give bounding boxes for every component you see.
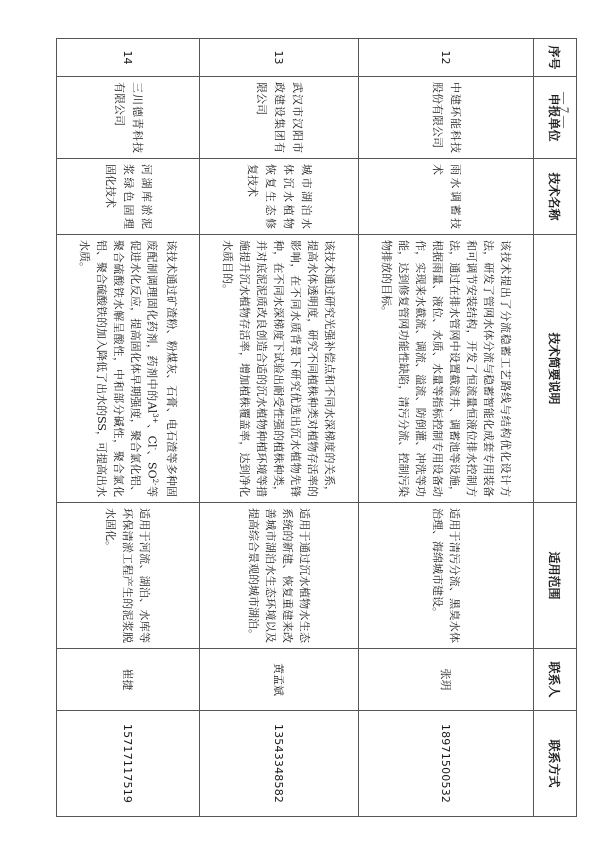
cell-description <box>57 235 200 503</box>
cell-phone: 13543348582 <box>200 711 359 817</box>
cell-description: 该技术通过研究光强补偿点和不同水深梯度的关系，提高水体透明度，研究不同植株种类对植物存活率的影响，在不同水质背景下研究优选出沉水植物先锋种，在不同水深梯度下试验出耐受性强的植株种类，并对底泥泥质改良创造合适的沉水植物种植环境等措施提升沉水植物存活率，增加植株覆盖率，达到净化水质目的。 <box>200 235 359 503</box>
cell-description: 该技术提出了分流稳蓄工艺路线与结构优化设计方法，研发了管网水体分流与稳蓄智能化成套专用装备和可调节安装结构，开发了恒流量恒液位排水控制方法，通过在排水管网中设置截流井、调蓄池等设施，根据雨量、液位、水质、水量等指标控制专用设备动作，实现来水截流、调流、溢流、防倒灌、冲洗等功能，达到修复管网功能性缺陷，清污分流、控制污染物排放的目标。 <box>359 235 534 503</box>
header-phone: 联系方式 <box>534 711 577 817</box>
cell-seq: 13 <box>200 39 359 77</box>
cell-contact: 张玥 <box>359 649 534 711</box>
table-row <box>359 39 534 817</box>
technology-table <box>56 38 577 817</box>
cell-tech-name: 城市湖泊水体沉水植物恢复生态修复技术 <box>200 159 359 235</box>
desc-sup: 2- <box>151 478 160 486</box>
cell-tech-name: 雨水调蓄技术 <box>359 159 534 235</box>
cell-contact: 黄孟斌 <box>200 649 359 711</box>
header-name: 技术名称 <box>534 159 577 235</box>
header-scope: 适用范围 <box>534 503 577 649</box>
cell-phone: 18971500532 <box>359 711 534 817</box>
cell-scope: 适用于通过沉水植物水生态系统的新建、恢复重建来改善城市湖泊水生态环境以及提高综合景观的城市湖泊。 <box>200 503 359 649</box>
header-unit: 申报单位 <box>534 77 577 159</box>
cell-scope: 适用于河流、湖泊、水库等环保清淤工程产生的泥浆脱水固化。 <box>57 503 200 649</box>
desc-part: 等促进水化反应，提高固化体早期强度，聚合氯化铝、聚合硫酸铁水解呈酸性，中和部分碱性，聚合氯化铝、聚合硫酸铁的加入降低了出水的SS，可提高出水水质。 <box>77 240 159 498</box>
desc-sup: - <box>151 447 160 450</box>
cell-seq: 14 <box>57 39 200 77</box>
desc-part: 、Cl <box>145 423 159 448</box>
cell-phone: 15717117519 <box>57 711 200 817</box>
desc-part: 、SO <box>145 449 159 479</box>
rotated-table-frame <box>58 38 577 816</box>
desc-sup: 3+ <box>151 413 160 424</box>
cell-contact: 崔捷 <box>57 649 200 711</box>
header-seq: 序号 <box>534 39 577 77</box>
cell-unit: 中建环能科技股份有限公司 <box>359 77 534 159</box>
table-row <box>200 39 359 817</box>
cell-unit: 三川德青科技有限公司 <box>57 77 200 159</box>
header-row <box>534 39 577 817</box>
header-desc: 技术简要说明 <box>534 235 577 503</box>
cell-scope: 适用于清污分流、黑臭水体治理、海绵城市建设。 <box>359 503 534 649</box>
header-contact: 联系人 <box>534 649 577 711</box>
table-row <box>57 39 200 817</box>
cell-unit: 武汉市汉阳市政建设集团有限公司 <box>200 77 359 159</box>
cell-seq: 12 <box>359 39 534 77</box>
desc-part: 该技术通过矿渣粉、粉煤灰、石膏、电石渣等多种固废配制调理固化药剂，药剂中的Al <box>145 240 179 497</box>
page-number: — 7 — <box>558 92 572 128</box>
cell-tech-name: 河湖库淤泥浆绿色固理固化技术 <box>57 159 200 235</box>
